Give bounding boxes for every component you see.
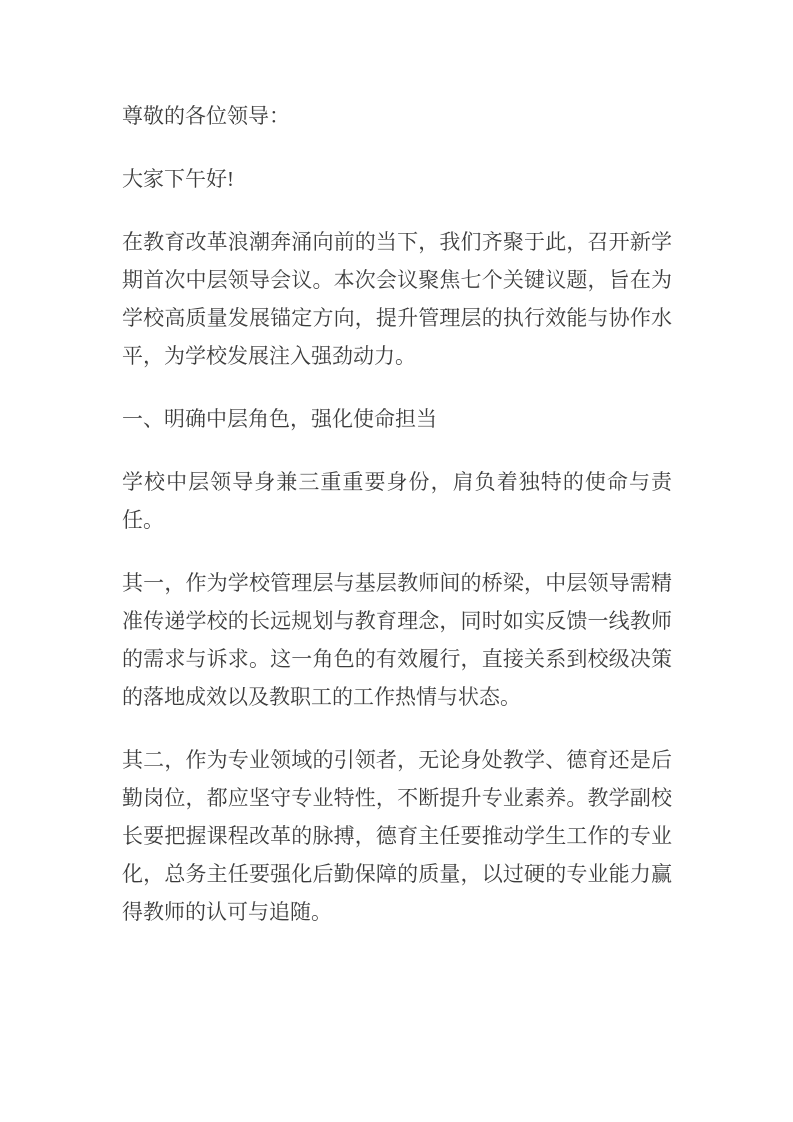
greeting: 大家下午好! bbox=[122, 167, 234, 191]
section-heading-1: 一、明确中层角色，强化使命担当 bbox=[122, 407, 437, 431]
section-1-point-1-paragraph: 其一，作为学校管理层与基层教师间的桥梁，中层领导需精准传递学校的长远规划与教育理念，同时如实反馈一线教师的需求与诉求。这一角色的有效履行，直接关系到校级决策的落地成效以及教职工的工作热情与状态。 bbox=[122, 571, 672, 709]
section-1-lead-paragraph: 学校中层领导身兼三重重要身份，肩负着独特的使命与责任。 bbox=[122, 470, 672, 532]
section-1-point-2-paragraph: 其二，作为专业领域的引领者，无论身处教学、德育还是后勤岗位，都应坚守专业特性，不断提升专业素养。教学副校长要把握课程改革的脉搏，德育主任要推动学生工作的专业化，总务主任要强化后勤保障的质量，以过硬的专业能力赢得教师的认可与追随。 bbox=[122, 748, 672, 924]
intro-paragraph: 在教育改革浪潮奔涌向前的当下，我们齐聚于此，召开新学期首次中层领导会议。本次会议聚焦七个关键议题，旨在为学校高质量发展锚定方向，提升管理层的执行效能与协作水平，为学校发展注入强劲动力。 bbox=[122, 230, 672, 368]
salutation: 尊敬的各位领导： bbox=[122, 104, 290, 128]
